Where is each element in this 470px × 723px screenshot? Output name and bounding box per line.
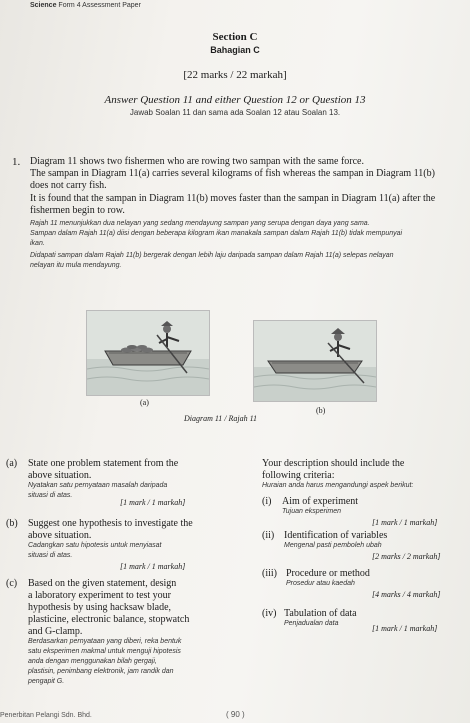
footer-publisher: Penerbitan Pelangi Sdn. Bhd. [0, 712, 92, 719]
criterion-aim: Aim of experiment [282, 496, 359, 507]
page-header [30, 2, 141, 9]
part-b-text-ms: situasi di atas. [28, 552, 73, 559]
question-line-en: The sampan in Diagram 11(a) carries several kilograms of fish whereas the sampan in Diagram 11(b) [30, 168, 435, 179]
part-c-text: and G-clamp. [28, 626, 83, 637]
criterion-tabulation: Tabulation of data [284, 608, 357, 619]
part-c-text-ms: plastisin, penimbang elektronik, jam randik dan [28, 668, 174, 675]
section-title-ms: Bahagian C [210, 45, 260, 55]
part-c-text-ms: pengapit G. [28, 678, 65, 685]
part-a-text: State one problem statement from the [28, 458, 179, 469]
criterion-label: (iv) [262, 608, 277, 619]
criterion-label: (i) [262, 496, 272, 507]
criterion-procedure-ms: Prosedur atau kaedah [286, 580, 355, 587]
sampan-without-fish-illustration [254, 321, 376, 401]
criterion-variables: Identification of variables [284, 530, 388, 541]
criteria-intro: following criteria: [262, 470, 335, 481]
criterion-procedure: Procedure or method [286, 568, 370, 579]
question-line-en: Diagram 11 shows two fishermen who are rowing two sampan with the same force. [30, 156, 364, 167]
part-b-marks: [1 mark / 1 markah] [120, 562, 186, 571]
part-c-text-ms: Berdasarkan pernyataan yang diberi, reka bentuk [28, 638, 182, 645]
criterion-label: (iii) [262, 568, 277, 579]
criterion-variables-ms: Mengenal pasti pemboleh ubah [284, 542, 382, 549]
part-c-label: (c) [6, 578, 18, 589]
question-line-ms: nelayan itu mula mendayung. [30, 262, 122, 269]
question-line-ms: ikan. [30, 240, 45, 247]
part-b-text: above situation. [28, 530, 92, 541]
diagram-label-b: (b) [316, 406, 326, 415]
question-number: 1. [12, 156, 21, 168]
part-c-text: hypothesis by using hacksaw blade, [28, 602, 172, 613]
part-a-marks: [1 mark / 1 markah] [120, 498, 186, 507]
part-b-text: Suggest one hypothesis to investigate the [28, 518, 193, 529]
part-a-text-ms: situasi di atas. [28, 492, 73, 499]
question-line-ms: Rajah 11 menunjukkan dua nelayan yang sedang mendayung sampan yang serupa dengan daya yang sama. [30, 220, 370, 227]
criterion-label: (ii) [262, 530, 275, 541]
diagram-label-a: (a) [140, 398, 149, 407]
header-subject: Science [30, 2, 57, 9]
part-c-text: plasticine, electronic balance, stopwatch [28, 614, 190, 625]
criterion-tabulation-marks: [1 mark / 1 markah] [372, 624, 438, 633]
section-instruction: Answer Question 11 and either Question 12 or Question 13 [104, 94, 366, 106]
criterion-variables-marks: [2 marks / 2 markah] [372, 552, 441, 561]
part-c-text: Based on the given statement, design [28, 578, 177, 589]
part-a-text-ms: Nyatakan satu pernyataan masalah daripada [28, 482, 168, 489]
criteria-intro: Your description should include the [262, 458, 405, 469]
part-a-text: above situation. [28, 470, 92, 481]
criterion-procedure-marks: [4 marks / 4 markah] [372, 590, 441, 599]
part-b-text-ms: Cadangkan satu hipotesis untuk menyiasat [28, 542, 162, 549]
section-marks: [22 marks / 22 markah] [183, 69, 287, 81]
part-c-text: a laboratory experiment to test your [28, 590, 172, 601]
sampan-with-fish-illustration [87, 311, 209, 395]
question-line-ms: Didapati sampan dalam Rajah 11(b) bergerak dengan lebih laju daripada sampan dalam Rajah 11(a) selepas nelayan [30, 252, 394, 259]
part-c-text-ms: anda dengan menggunakan bilah gergaji, [28, 658, 157, 665]
criterion-aim-ms: Tujuan eksperimen [282, 508, 342, 515]
question-line-en: does not carry fish. [30, 180, 107, 191]
footer-page-number: ( 90 ) [226, 710, 245, 719]
header-title: Form 4 Assessment Paper [58, 2, 141, 9]
section-title: Section C [212, 31, 258, 43]
criterion-aim-marks: [1 mark / 1 markah] [372, 518, 438, 527]
question-line-en: It is found that the sampan in Diagram 11(b) moves faster than the sampan in Diagram 11(a) after the [30, 193, 436, 204]
diagram-caption: Diagram 11 / Rajah 11 [184, 414, 258, 423]
part-c-text-ms: satu eksperimen makmal untuk menguji hipotesis [28, 648, 181, 655]
section-instruction-ms: Jawab Soalan 11 dan sama ada Soalan 12 atau Soalan 13. [129, 108, 341, 117]
question-line-ms: Sampan dalam Rajah 11(a) diisi dengan beberapa kilogram ikan manakala sampan dalam Rajah 11(b) tidak mempunyai [30, 230, 403, 237]
diagram-11a-image [86, 310, 210, 396]
diagram-11b-image [253, 320, 377, 402]
part-a-label: (a) [6, 458, 18, 469]
criteria-intro-ms: Huraian anda harus mengandungi aspek berikut: [262, 482, 414, 489]
criterion-tabulation-ms: Penjadualan data [284, 620, 339, 627]
question-line-en: fishermen begin to row. [30, 205, 125, 216]
part-b-label: (b) [6, 518, 18, 529]
